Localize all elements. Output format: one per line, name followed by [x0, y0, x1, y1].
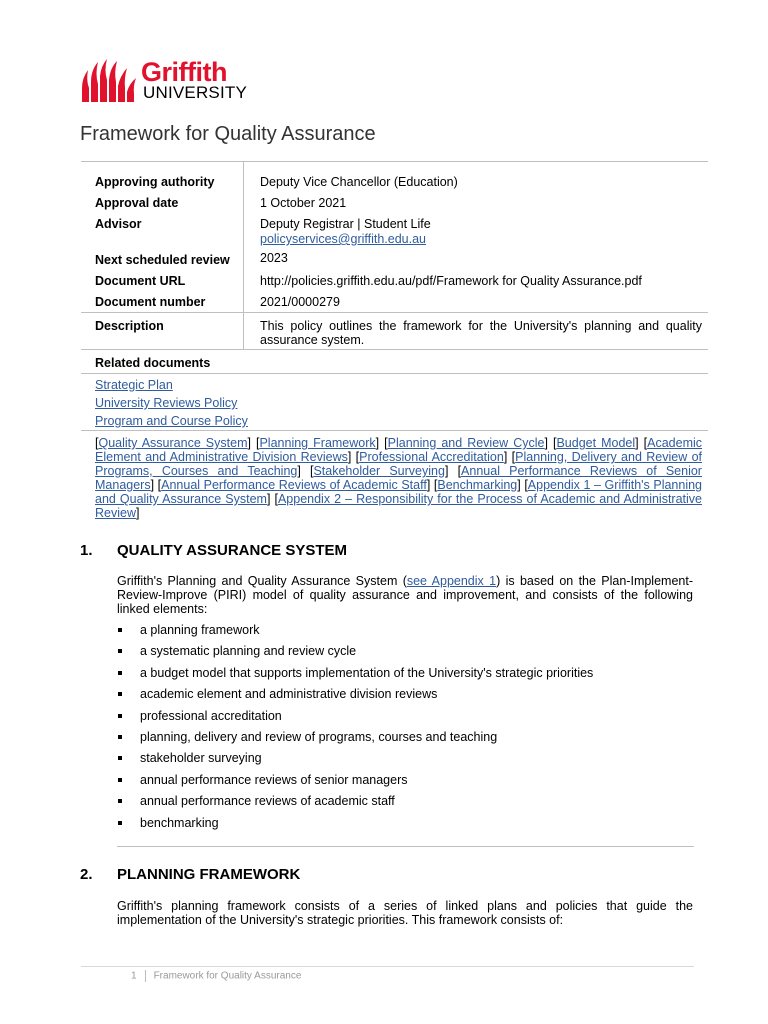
advisor-value: Deputy Registrar | Student Life	[260, 217, 431, 231]
list-item	[117, 644, 593, 665]
toc-link[interactable]: Annual Performance Reviews of Academic Staff	[161, 478, 427, 492]
toc-link[interactable]: Planning and Review Cycle	[387, 436, 545, 450]
list-item	[117, 666, 593, 687]
toc-link[interactable]: Quality Assurance System	[98, 436, 248, 450]
footer-title: Framework for Quality Assurance	[153, 970, 302, 982]
toc-link[interactable]: Benchmarking	[437, 478, 518, 492]
bullet-icon	[118, 778, 122, 782]
description-value: This policy outlines the framework for the University's planning and quality assurance system.	[260, 319, 702, 347]
bullet-icon	[118, 735, 122, 739]
list-item-text: a budget model that supports implementation of the University's strategic priorities	[140, 665, 594, 680]
bullet-icon	[118, 649, 122, 653]
approval-date-label: Approval date	[95, 196, 179, 210]
divider	[81, 430, 708, 431]
table-column-divider	[243, 313, 244, 349]
section-number: 2.	[80, 866, 93, 883]
section-number: 1.	[80, 542, 93, 559]
section-heading: PLANNING FRAMEWORK	[117, 866, 301, 883]
document-url-value: http://policies.griffith.edu.au/pdf/Framework for Quality Assurance.pdf	[260, 274, 642, 288]
list-item	[117, 816, 593, 837]
document-url-label: Document URL	[95, 274, 186, 288]
toc-link[interactable]: Appendix 2 – Responsibility for the Process of Academic and Administrative Review	[95, 492, 702, 520]
approving-authority-label: Approving authority	[95, 175, 215, 189]
page-number: 1	[131, 970, 137, 982]
list-item	[117, 709, 593, 730]
divider	[81, 349, 708, 350]
toc-link[interactable]: Academic Element and Administrative Division Reviews	[95, 436, 703, 464]
related-link-program-course-policy[interactable]: Program and Course Policy	[95, 414, 248, 428]
section-heading: QUALITY ASSURANCE SYSTEM	[117, 542, 348, 559]
university-logo	[80, 58, 260, 104]
griffith-flame-icon	[80, 58, 140, 104]
document-title: Framework for Quality Assurance	[80, 123, 376, 145]
section-paragraph	[117, 574, 693, 616]
approval-date-value: 1 October 2021	[260, 196, 347, 210]
list-item	[117, 794, 593, 815]
advisor-email-link[interactable]: policyservices@griffith.edu.au	[260, 232, 427, 246]
list-item	[117, 773, 593, 794]
list-item	[117, 687, 593, 708]
next-review-value: 2023	[260, 251, 288, 265]
footer-separator	[145, 970, 146, 982]
related-link-university-reviews-policy[interactable]: University Reviews Policy	[95, 396, 238, 410]
divider	[81, 373, 708, 374]
paragraph-text: ) is based on the Plan-Implement-Review-Improve (PIRI) model of quality assurance and improvement, and consists of the following linked elements:	[117, 574, 693, 616]
divider	[81, 161, 708, 162]
bullet-icon	[118, 714, 122, 718]
footer-divider	[81, 966, 694, 967]
divider	[117, 846, 694, 847]
section-paragraph: Griffith's planning framework consists of a series of linked plans and policies that guide the implementation of the University's strategic priorities. This framework consists of:	[117, 899, 693, 927]
next-review-label: Next scheduled review	[95, 253, 230, 267]
divider	[81, 312, 708, 313]
toc-link[interactable]: Planning Framework	[259, 436, 376, 450]
toc-link[interactable]: Professional Accreditation	[359, 450, 504, 464]
toc-link[interactable]: Annual Performance Reviews of Senior Managers	[95, 464, 702, 492]
logo-wordmark-griffith: Griffith	[141, 57, 227, 87]
document-number-label: Document number	[95, 295, 206, 309]
list-item	[117, 623, 593, 644]
bullet-icon	[118, 692, 122, 696]
paragraph-text: Griffith's Planning and Quality Assurance System (	[117, 574, 407, 588]
description-label: Description	[95, 319, 164, 333]
toc-link[interactable]: Budget Model	[556, 436, 636, 450]
list-item-text: benchmarking	[140, 815, 219, 830]
bullet-icon	[118, 756, 122, 760]
list-item-text: a systematic planning and review cycle	[140, 644, 357, 659]
list-item-text: planning, delivery and review of programs, courses and teaching	[140, 729, 498, 744]
list-item-text: academic element and administrative division reviews	[140, 687, 438, 702]
bullet-icon	[118, 799, 122, 803]
toc-link[interactable]: Stakeholder Surveying	[313, 464, 445, 478]
element-list	[117, 623, 593, 837]
appendix-link[interactable]: see Appendix 1	[406, 574, 497, 588]
logo-wordmark-university: UNIVERSITY	[143, 83, 248, 102]
list-item-text: stakeholder surveying	[140, 751, 262, 766]
list-item-text: annual performance reviews of senior managers	[140, 772, 408, 787]
bullet-icon	[118, 628, 122, 632]
page-footer	[131, 970, 301, 982]
bullet-icon	[118, 671, 122, 675]
list-item-text: a planning framework	[140, 623, 260, 637]
list-item	[117, 751, 593, 772]
list-item	[117, 730, 593, 751]
advisor-label: Advisor	[95, 217, 142, 231]
list-item-text: annual performance reviews of academic staff	[140, 794, 395, 809]
related-documents-heading: Related documents	[95, 356, 211, 370]
table-column-divider	[243, 162, 244, 312]
document-number-value: 2021/0000279	[260, 295, 340, 309]
toc-link[interactable]: Planning, Delivery and Review of Programs, Courses and Teaching	[95, 450, 702, 478]
toc-link[interactable]: Appendix 1 – Griffith's Planning and Quality Assurance System	[95, 478, 703, 506]
approving-authority-value: Deputy Vice Chancellor (Education)	[260, 175, 458, 189]
table-of-contents: [Quality Assurance System] [Planning Framework] [Planning and Review Cycle] [Budget Model] [Academic Element and Administrative Division Reviews] [Professional Accreditation] [Planning, Delivery and Review of Programs, Courses and Teaching] [Stakeholder Surveying] [Annual Performance Reviews of Senior Managers] [Annual Performance Reviews of Academic Staff] [Benchmarking] [Appendix 1 – Griffith's Planning and Quality Assurance System] [Appendix 2 – Responsibility for the Process of Academic and Administrative Review]	[95, 436, 703, 520]
related-link-strategic-plan[interactable]: Strategic Plan	[95, 378, 173, 392]
bullet-icon	[118, 821, 122, 825]
list-item-text: professional accreditation	[140, 708, 282, 723]
